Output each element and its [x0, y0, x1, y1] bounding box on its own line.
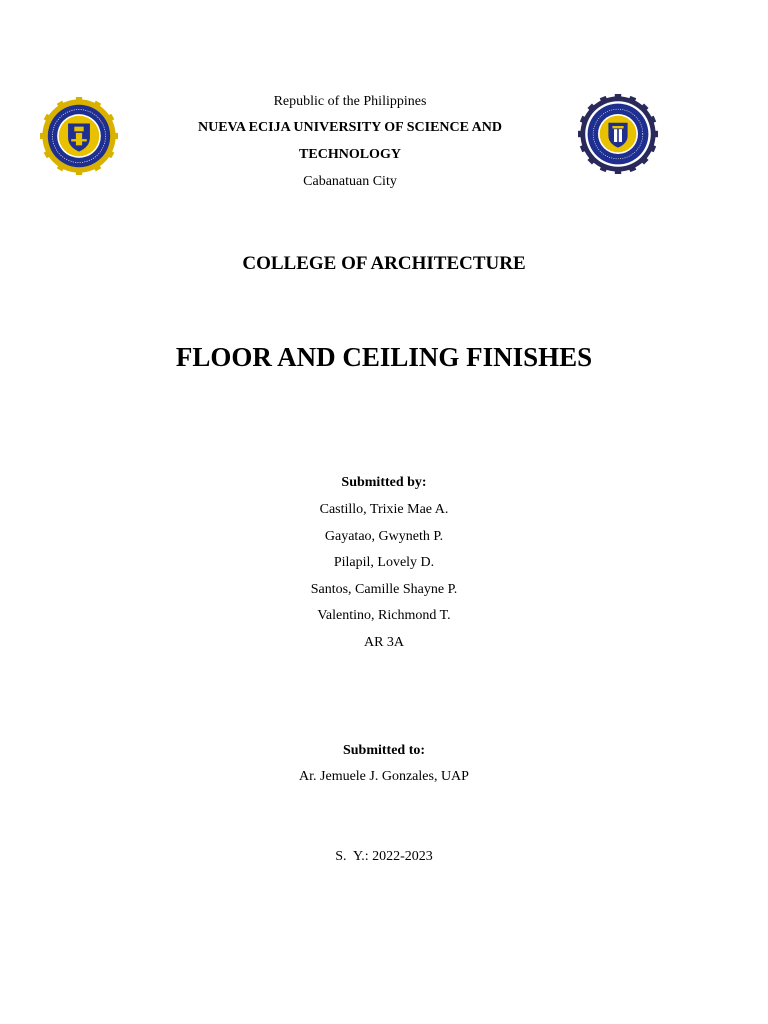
submitted-to-label: Submitted to: [342, 743, 426, 758]
adviser-name: Ar. Jemuele J. Gonzales, UAP [299, 769, 469, 784]
school-year: S. Y.: 2022-2023 [335, 849, 433, 864]
member-name: Valentino, Richmond T. [317, 608, 451, 623]
member-name: Gayatao, Gwyneth P. [324, 529, 444, 544]
college-name: COLLEGE OF ARCHITECTURE [242, 253, 526, 274]
university-name-line2: TECHNOLOGY [299, 147, 401, 162]
university-name-line1: NUEVA ECIJA UNIVERSITY OF SCIENCE AND [197, 120, 503, 135]
member-name: Santos, Camille Shayne P. [310, 582, 458, 597]
section-name: AR 3A [363, 635, 405, 650]
document-title: FLOOR AND CEILING FINISHES [175, 342, 593, 372]
city-line: Cabanatuan City [303, 174, 397, 189]
submitted-by-label: Submitted by: [341, 475, 427, 490]
member-name: Castillo, Trixie Mae A. [319, 502, 449, 517]
member-name: Pilapil, Lovely D. [333, 555, 435, 570]
republic-line: Republic of the Philippines [273, 94, 427, 109]
